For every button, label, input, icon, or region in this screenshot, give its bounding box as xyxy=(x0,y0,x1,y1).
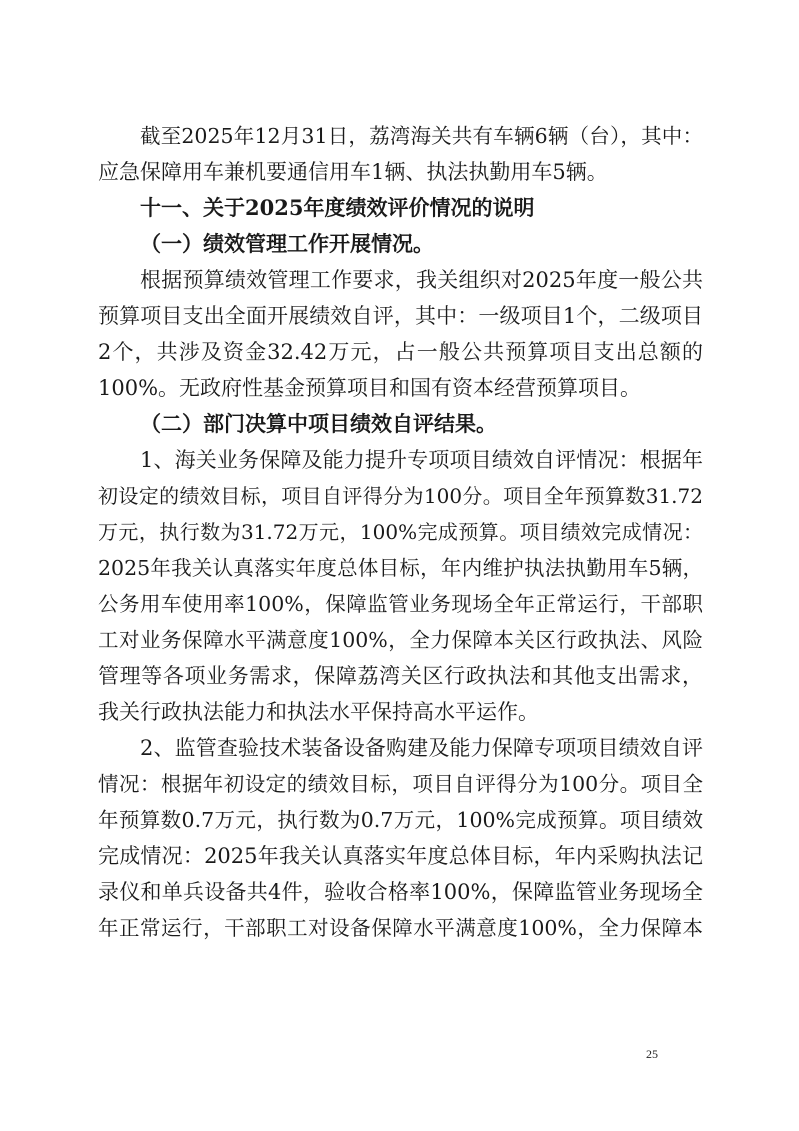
paragraph-line: 截至2025年12月31日，荔湾海关共有车辆6辆（台），其中： xyxy=(140,124,703,148)
paragraph-line: 预算项目支出全面开展绩效自评，其中：一级项目1个，二级项目 xyxy=(98,304,703,328)
paragraph-line: 年预算数0.7万元，执行数为0.7万元，100%完成预算。项目绩效 xyxy=(98,808,703,832)
paragraph-line: 年正常运行，干部职工对设备保障水平满意度100%，全力保障本 xyxy=(98,916,703,940)
paragraph-line: 完成情况：2025年我关认真落实年度总体目标，年内采购执法记 xyxy=(98,844,703,868)
paragraph-line: 应急保障用车兼机要通信用车1辆、执法执勤用车5辆。 xyxy=(98,160,608,184)
paragraph-line: 2025年我关认真落实年度总体目标，年内维护执法执勤用车5辆， xyxy=(98,556,703,580)
paragraph-line: 公务用车使用率100%，保障监管业务现场全年正常运行，干部职 xyxy=(98,592,703,616)
document-body xyxy=(98,118,703,946)
paragraph-line: 工对业务保障水平满意度100%，全力保障本关区行政执法、风险 xyxy=(98,628,703,652)
paragraph-line: 2个，共涉及资金32.42万元，占一般公共预算项目支出总额的 xyxy=(98,340,703,364)
paragraph-line: 万元，执行数为31.72万元，100%完成预算。项目绩效完成情况： xyxy=(98,520,703,544)
paragraph-line: 管理等各项业务需求，保障荔湾关区行政执法和其他支出需求， xyxy=(98,664,703,688)
paragraph-line: 录仪和单兵设备共4件，验收合格率100%，保障监管业务现场全 xyxy=(98,880,703,904)
paragraph-line: 我关行政执法能力和执法水平保持高水平运作。 xyxy=(98,700,539,724)
paragraph-line: 1、海关业务保障及能力提升专项项目绩效自评情况：根据年 xyxy=(140,448,703,472)
paragraph-line: 根据预算绩效管理工作要求，我关组织对2025年度一般公共 xyxy=(140,268,703,292)
paragraph-line: 初设定的绩效目标，项目自评得分为100分。项目全年预算数31.72 xyxy=(98,484,703,508)
page-number: 25 xyxy=(646,1047,658,1061)
section-heading-line: （一）绩效管理工作开展情况。 xyxy=(140,231,434,256)
paragraph-line: 2、监管查验技术装备设备购建及能力保障专项项目绩效自评 xyxy=(140,736,703,760)
section-heading-line: 十一、关于2025年度绩效评价情况的说明 xyxy=(140,195,535,220)
paragraph-line: 情况：根据年初设定的绩效目标，项目自评得分为100分。项目全 xyxy=(98,772,703,796)
section-heading-line: （二）部门决算中项目绩效自评结果。 xyxy=(140,411,497,436)
paragraph-line: 100%。无政府性基金预算项目和国有资本经营预算项目。 xyxy=(98,376,642,400)
